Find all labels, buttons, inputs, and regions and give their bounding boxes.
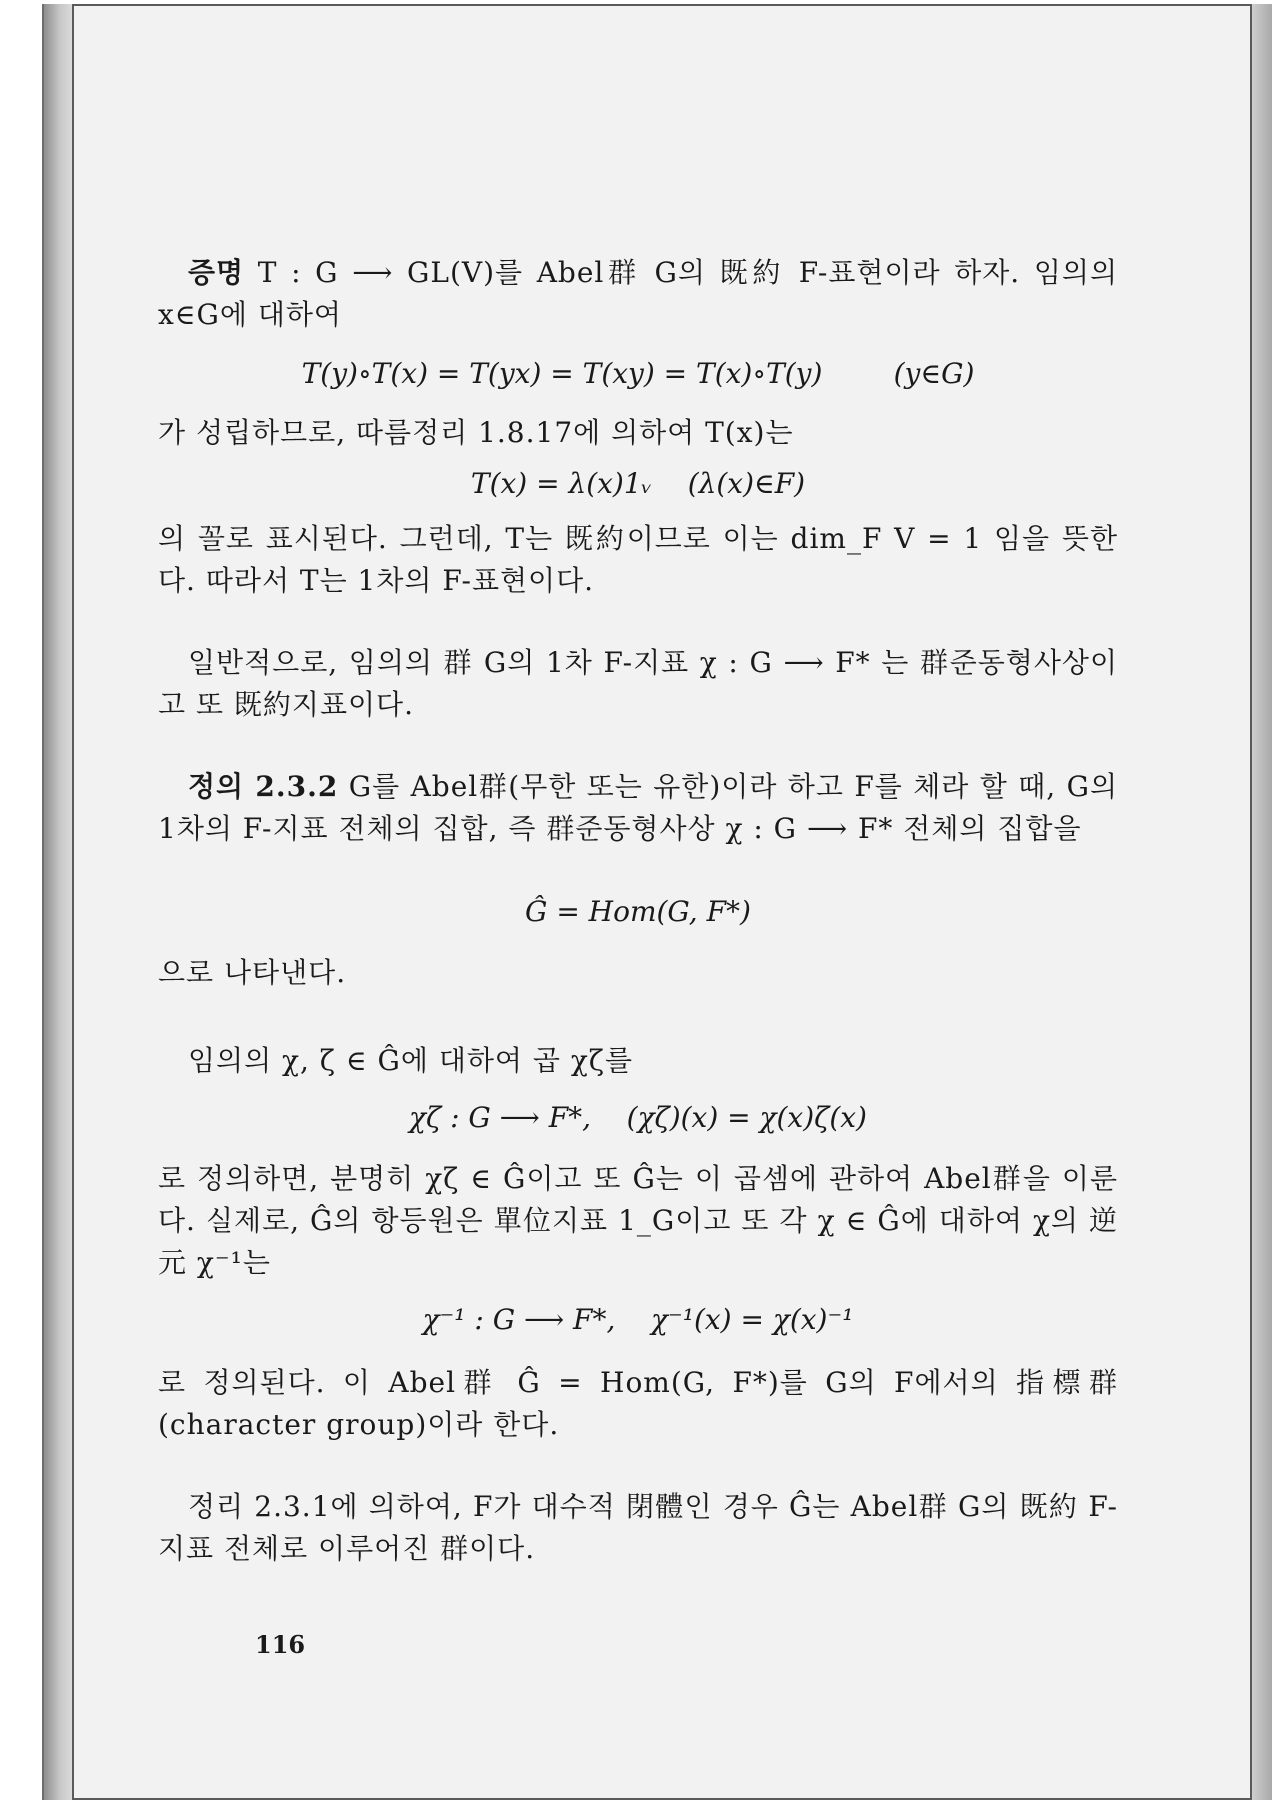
proof-line-1: T : G ⟶ GL(V)를 Abel群 G의 既約 F-표현이라 하자. 임의의 x∈G에 대하여: [158, 256, 1118, 331]
definition-after: 으로 나타낸다.: [158, 956, 347, 989]
product-line-1: 임의의 χ, ζ ∈ Ĝ에 대하여 곱 χζ를: [188, 1044, 634, 1077]
proof-equation-2: T(x) = λ(x)1ᵥ (λ(x)∈F): [470, 467, 806, 500]
proof-line-3: 의 꼴로 표시된다. 그런데, T는 既約이므로 이는 dim_F V = 1 임을 뜻한다. 따라서 T는 1차의 F-표현이다.: [158, 522, 1118, 597]
definition-text: G를 Abel群(무한 또는 유한)이라 하고 F를 체라 할 때, G의 1차의 F-지표 전체의 집합, 즉 群준동형사상 χ : G ⟶ F* 전체의 집합을: [158, 770, 1118, 845]
proof-label: 증명: [188, 256, 245, 289]
product-equation-2: χ⁻¹ : G ⟶ F*, χ⁻¹(x) = χ(x)⁻¹: [422, 1303, 854, 1336]
definition-paragraph: [158, 766, 1118, 850]
product-line-3: 로 정의된다. 이 Abel群 Ĝ = Hom(G, F*)를 G의 F에서의 指標群 (character group)이라 한다.: [158, 1366, 1118, 1441]
proof-paragraph: [158, 252, 1118, 336]
product-line-2: 로 정의하면, 분명히 χζ ∈ Ĝ이고 또 Ĝ는 이 곱셈에 관하여 Abel群을 이룬다. 실제로, Ĝ의 항등원은 單位지표 1_G이고 또 각 χ ∈ Ĝ에 대하여 χ의 逆元 χ⁻¹는: [158, 1162, 1118, 1279]
product-equation-1: χζ : G ⟶ F*, (χζ)(x) = χ(x)ζ(x): [409, 1101, 867, 1134]
definition-label: 정의 2.3.2: [188, 770, 339, 803]
remark-paragraph: 일반적으로, 임의의 群 G의 1차 F-지표 χ : G ⟶ F* 는 群준동형사상이고 또 既約지표이다.: [158, 646, 1118, 721]
proof-line-2: 가 성립하므로, 따름정리 1.8.17에 의하여 T(x)는: [158, 416, 794, 449]
definition-equation: Ĝ = Hom(G, F*): [525, 895, 751, 928]
page-shadow: [1252, 4, 1272, 1800]
proof-equation-1: T(y)∘T(x) = T(yx) = T(xy) = T(x)∘T(y) (y∈G): [301, 357, 975, 390]
page-number: 116: [255, 1630, 306, 1659]
theorem-reference: 정리 2.3.1에 의하여, F가 대수적 閉體인 경우 Ĝ는 Abel群 G의 既約 F-지표 전체로 이루어진 群이다.: [158, 1490, 1118, 1565]
